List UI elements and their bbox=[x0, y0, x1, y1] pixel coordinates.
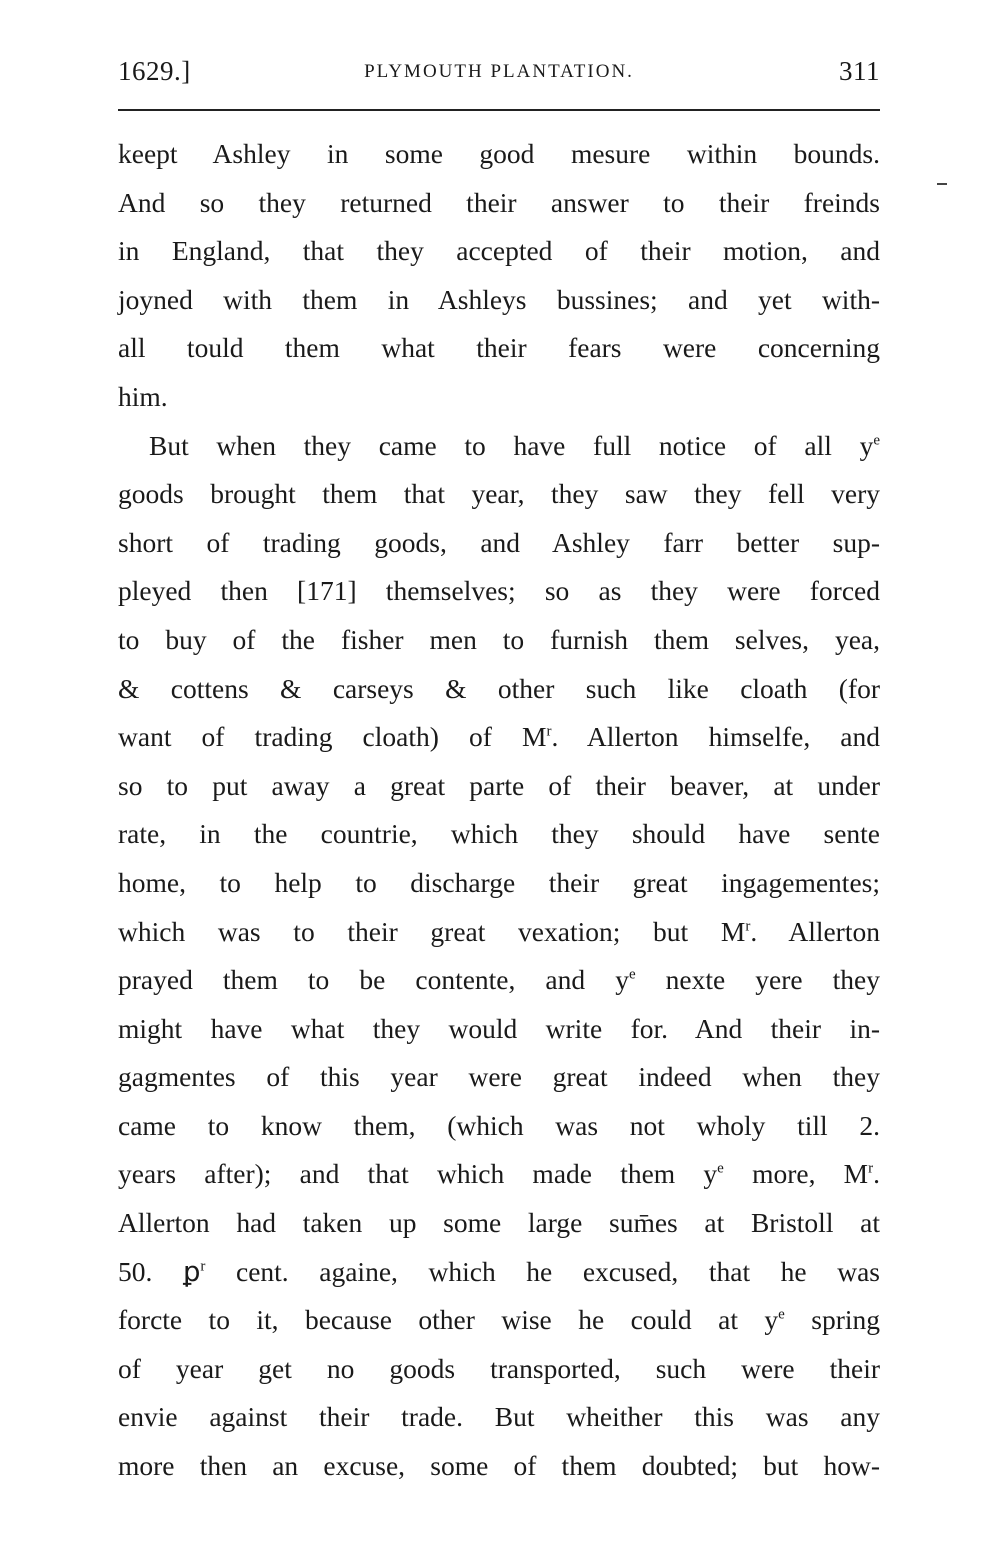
running-head-year: 1629.] bbox=[118, 56, 191, 86]
running-head bbox=[118, 56, 880, 96]
text-line: pleyed then [171] themselves; so as they were forced bbox=[118, 575, 880, 607]
text-line: joyned with them in Ashleys bussines; and yet with- bbox=[118, 283, 880, 315]
text-line: might have what they would write for. And their in- bbox=[118, 1012, 880, 1044]
text-line: came to know them, (which was not wholy till 2. bbox=[118, 1109, 880, 1141]
text-line: of year get no goods transported, such were their bbox=[118, 1352, 880, 1384]
text-line: which was to their great vexation; but $M^r$. Allerton bbox=[118, 915, 880, 947]
text-line: short of trading goods, and Ashley farr better sup- bbox=[118, 526, 880, 558]
text-line: keept Ashley in some good mesure within bounds. bbox=[118, 138, 880, 169]
text-line: forcte to it, because other wise he could at $y^e$ spring bbox=[118, 1304, 881, 1336]
header-rule bbox=[118, 109, 880, 111]
text-line: goods brought them that year, they saw they fell very bbox=[118, 478, 880, 510]
text-line: more then an excuse, some of them doubted; but how- bbox=[118, 1450, 880, 1482]
text-line: gagmentes of this year were great indeed when they bbox=[118, 1061, 880, 1093]
text-line: so to put away a great parte of their beaver, at under bbox=[118, 769, 880, 801]
body-text bbox=[118, 130, 880, 1491]
margin-mark bbox=[937, 183, 947, 185]
text-line: & cottens & carseys & other such like cloath (for bbox=[118, 672, 880, 704]
text-line: years after); and that which made them $y^e$ more, $M^r$. bbox=[118, 1158, 880, 1190]
text-line: him. bbox=[118, 380, 168, 412]
text-line: home, to help to discharge their great ingagementes; bbox=[118, 866, 880, 898]
text-line: in England, that they accepted of their motion, and bbox=[118, 235, 880, 267]
text-line: And so they returned their answer to their freinds bbox=[118, 186, 880, 218]
running-head-title: PLYMOUTH PLANTATION. bbox=[364, 61, 634, 82]
text-line: all tould them what their fears were concerning bbox=[118, 332, 880, 364]
text-line: envie against their trade. But wheither this was any bbox=[118, 1401, 880, 1433]
text-line: 50. ꝑ$^r$ cent. againe, which he excused, that he was bbox=[118, 1255, 880, 1287]
text-line: want of trading cloath) of $M^r$. Allerton himselfe, and bbox=[118, 721, 880, 753]
text-line: rate, in the countrie, which they should have sente bbox=[118, 818, 880, 850]
text-line: Allerton had taken up some large sum̄es at Bristoll at bbox=[118, 1207, 880, 1239]
text-line: prayed them to be contente, and $y^e$ nexte yere they bbox=[118, 964, 880, 996]
paragraph-first-line: But when they came to have full notice of all $y^e$ bbox=[149, 429, 880, 461]
text-line: to buy of the fisher men to furnish them selves, yea, bbox=[118, 623, 880, 655]
page-number: 311 bbox=[839, 56, 880, 86]
